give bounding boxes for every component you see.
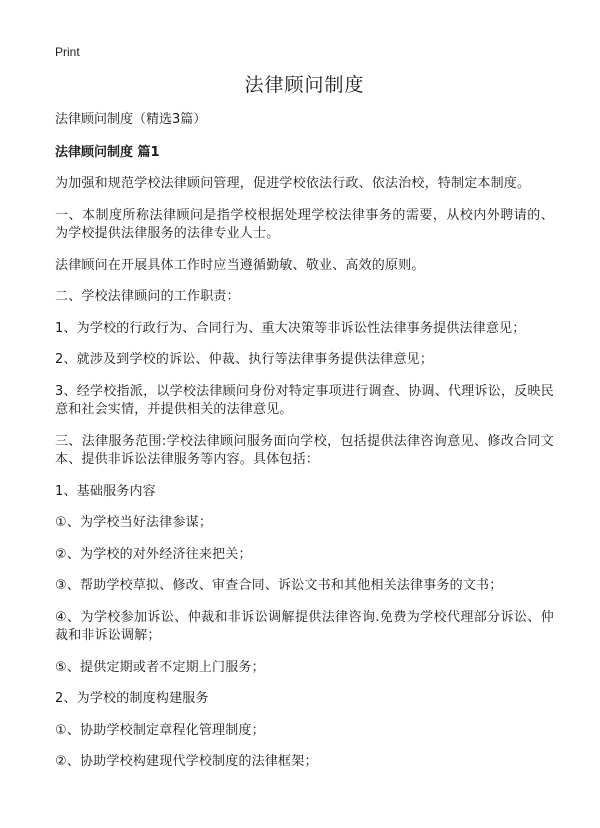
paragraph-institution-services: 2、为学校的制度构建服务 — [55, 691, 209, 706]
paragraph-duty-1: 1、为学校的行政行为、合同行为、重大决策等非诉讼性法律事务提供法律意见； — [55, 320, 526, 336]
document-title: 法律顾问制度 — [244, 74, 365, 96]
paragraph-duty-2: 2、就涉及到学校的诉讼、仲裁、执行等法律事务提供法律意见； — [55, 352, 434, 367]
paragraph-service-4: ④、为学校参加诉讼、仲裁和非诉讼调解提供法律咨询.免费为学校代理部分诉讼、仲裁和非诉讼调解； — [55, 609, 554, 643]
paragraph-intro: 为加强和规范学校法律顾问管理，促进学校依法行政、依法治校，特制定本制度。 — [55, 176, 531, 191]
document-subtitle: 法律顾问制度（精选3篇） — [55, 112, 207, 127]
paragraph-service-1: ①、为学校当好法律参谋； — [55, 515, 213, 530]
paragraph-duties-heading: 二、学校法律顾问的工作职责： — [55, 289, 240, 304]
paragraph-duty-3: 3、经学校指派，以学校法律顾问身份对特定事项进行调查、协调、代理诉讼，反映民意和社会实情，并提供相关的法律意见。 — [55, 383, 554, 417]
paragraph-service-2: ②、为学校的对外经济往来把关； — [55, 546, 252, 562]
paragraph-basic-services: 1、基础服务内容 — [55, 483, 156, 499]
paragraph-institution-2: ②、协助学校构建现代学校制度的法律框架； — [55, 754, 318, 769]
paragraph-institution-1: ①、协助学校制定章程化管理制度； — [55, 722, 265, 738]
section-heading: 法律顾问制度 篇1 — [55, 145, 160, 160]
paragraph-service-5: ⑤、提供定期或者不定期上门服务； — [55, 659, 265, 675]
paragraph-service-3: ③、帮助学校草拟、修改、审查合同、诉讼文书和其他相关法律事务的文书； — [55, 578, 503, 593]
paragraph-scope: 三、法律服务范围:学校法律顾问服务面向学校，包括提供法律咨询意见、修改合同文本、提供非诉讼法律服务等内容。具体包括： — [55, 433, 554, 467]
paragraph-principles: 法律顾问在开展具体工作时应当遵循勤敏、敬业、高效的原则。 — [55, 257, 425, 273]
print-label: Print — [55, 45, 80, 59]
paragraph-definition: 一、本制度所称法律顾问是指学校根据处理学校法律事务的需要，从校内外聘请的、为学校提供法律服务的法律专业人士。 — [55, 207, 554, 241]
